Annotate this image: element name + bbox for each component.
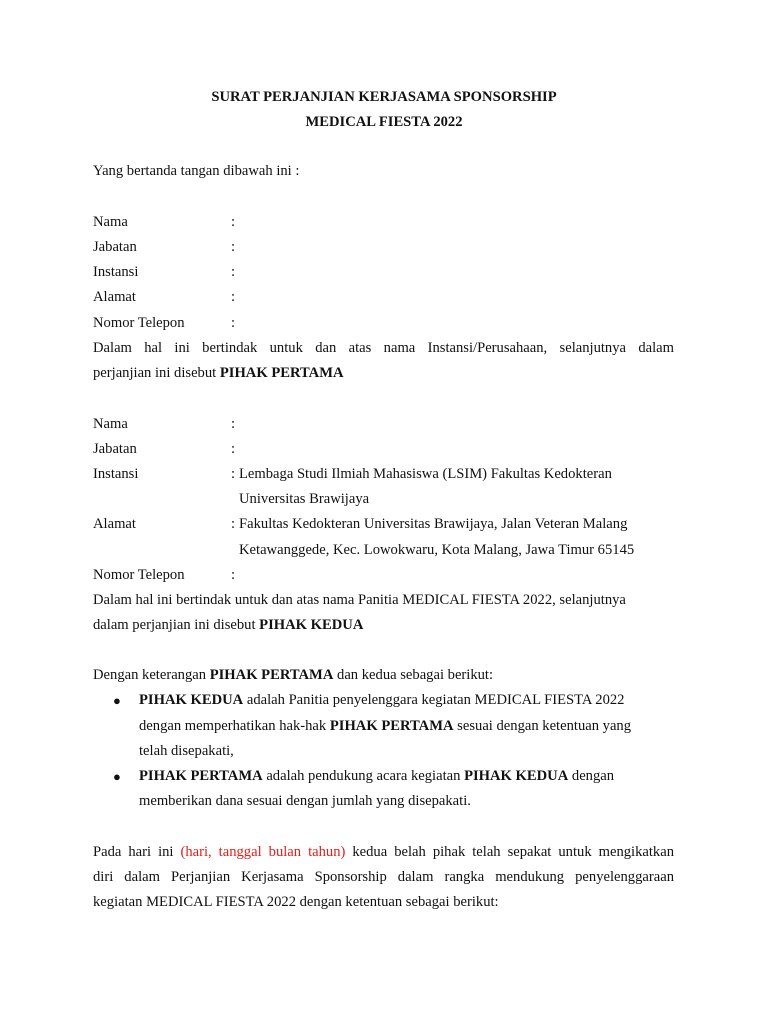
bullet-icon: ●: [113, 769, 121, 784]
p1-colon: :: [231, 289, 236, 305]
pihak-pertama-term: PIHAK PERTAMA: [219, 365, 344, 381]
closing-line3: kegiatan MEDICAL FIESTA 2022 dengan ketentuan sebagai berikut:: [93, 894, 499, 910]
p1-colon: :: [231, 264, 236, 280]
date-placeholder: (hari, tanggal bulan tahun): [180, 844, 346, 860]
p1-label-telepon: Nomor Telepon: [93, 315, 185, 331]
bullet1-line3: telah disepakati,: [139, 743, 234, 759]
p1-label-jabatan: Jabatan: [93, 239, 137, 255]
p2-colon: :: [231, 567, 236, 583]
bullet2-line1: PIHAK PERTAMA adalah pendukung acara kegiatan PIHAK KEDUA dengan: [139, 768, 615, 784]
p1-label-instansi: Instansi: [93, 264, 139, 280]
p2-label-nama: Nama: [93, 416, 128, 432]
p1-colon: :: [231, 214, 236, 230]
closing-line2: diri dalam Perjanjian Kerjasama Sponsorship dalam rangka mendukung penyelenggaraan: [93, 869, 674, 885]
closing-line1: Pada hari ini (hari, tanggal bulan tahun) kedua belah pihak telah sepakat untuk mengikatkan: [93, 844, 674, 860]
p2-label-alamat: Alamat: [93, 516, 136, 532]
bullet-icon: ●: [113, 693, 121, 708]
p2-colon: :: [231, 466, 236, 482]
bullet2-line2: memberikan dana sesuai dengan jumlah yang disepakati.: [139, 793, 471, 809]
bullet1-line1: PIHAK KEDUA adalah Panitia penyelenggara kegiatan MEDICAL FIESTA 2022: [139, 692, 625, 708]
p1-description-line2: perjanjian ini disebut PIHAK PERTAMA: [93, 365, 344, 381]
p2-description-line1: Dalam hal ini bertindak untuk dan atas nama Panitia MEDICAL FIESTA 2022, selanjutnya: [93, 592, 626, 608]
p1-label-nama: Nama: [93, 214, 128, 230]
p2-colon: :: [231, 516, 236, 532]
p2-instansi-value-line1: Lembaga Studi Ilmiah Mahasiswa (LSIM) Fakultas Kedokteran: [239, 466, 612, 482]
p1-description-line1: Dalam hal ini bertindak untuk dan atas nama Instansi/Perusahaan, selanjutnya dalam: [93, 340, 674, 356]
p1-colon: :: [231, 315, 236, 331]
p2-label-instansi: Instansi: [93, 466, 139, 482]
p2-label-jabatan: Jabatan: [93, 441, 137, 457]
p2-colon: :: [231, 416, 236, 432]
p2-colon: :: [231, 441, 236, 457]
intro-text: Yang bertanda tangan dibawah ini :: [93, 163, 300, 179]
document-subtitle: MEDICAL FIESTA 2022: [305, 114, 463, 130]
pihak-kedua-term: PIHAK KEDUA: [259, 617, 364, 633]
p2-label-telepon: Nomor Telepon: [93, 567, 185, 583]
p2-alamat-value-line2: Ketawanggede, Kec. Lowokwaru, Kota Malang, Jawa Timur 65145: [239, 542, 635, 558]
p1-label-alamat: Alamat: [93, 289, 136, 305]
p1-colon: :: [231, 239, 236, 255]
document-title: SURAT PERJANJIAN KERJASAMA SPONSORSHIP: [211, 89, 557, 105]
p2-instansi-value-line2: Universitas Brawijaya: [239, 491, 370, 507]
keterangan-text: Dengan keterangan PIHAK PERTAMA dan kedua sebagai berikut:: [93, 667, 494, 683]
bullet1-line2: dengan memperhatikan hak-hak PIHAK PERTAMA sesuai dengan ketentuan yang: [139, 718, 632, 734]
p2-alamat-value-line1: Fakultas Kedokteran Universitas Brawijaya, Jalan Veteran Malang: [239, 516, 628, 532]
p2-description-line2: dalam perjanjian ini disebut PIHAK KEDUA: [93, 617, 364, 633]
